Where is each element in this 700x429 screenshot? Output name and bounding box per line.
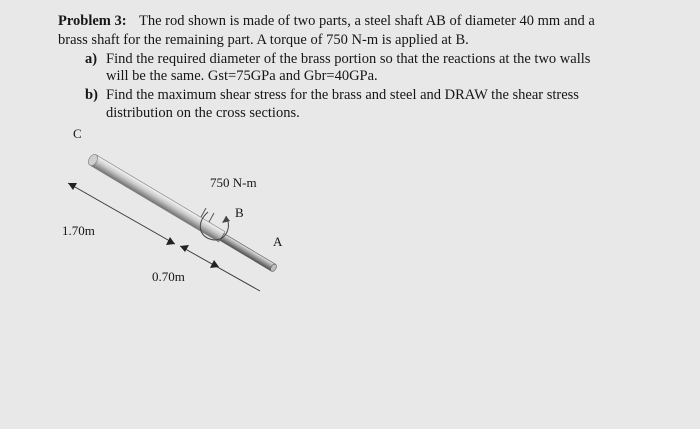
section-mark-b2 (209, 213, 214, 222)
label-c: C (73, 126, 82, 141)
part-b-line-2: distribution on the cross sections. (106, 105, 300, 121)
problem-line-1: The rod shown is made of two parts, a steel shaft AB of diameter 40 mm and a (139, 13, 595, 29)
part-b-line-1: Find the maximum shear stress for the brass and steel and DRAW the shear stress (106, 87, 579, 103)
part-a-line-1: Find the required diameter of the brass portion so that the reactions at the two walls (106, 51, 591, 67)
steel-shaft (220, 234, 278, 273)
dim-arrow-steel-b (180, 245, 189, 252)
label-a: A (273, 234, 283, 249)
dim-label-steel: 0.70m (152, 269, 185, 284)
dim-label-brass: 1.70m (62, 223, 95, 238)
torque-arrowhead (222, 216, 230, 223)
problem-line-2: brass shaft for the remaining part. A torque of 750 N-m is applied at B. (58, 32, 469, 48)
label-b: B (235, 205, 244, 220)
section-mark-b1 (201, 208, 206, 217)
brass-shaft (86, 153, 224, 242)
part-a-line-2: will be the same. Gst=75GPa and Gbr=40GPa. (106, 68, 378, 84)
label-torque: 750 N-m (210, 175, 257, 190)
dim-arrow-brass-b (166, 237, 175, 245)
problem-heading: Problem 3: (58, 13, 127, 29)
dim-arrow-brass-c (68, 183, 77, 190)
part-a-marker: a) (85, 51, 98, 67)
part-b-marker: b) (85, 87, 98, 103)
